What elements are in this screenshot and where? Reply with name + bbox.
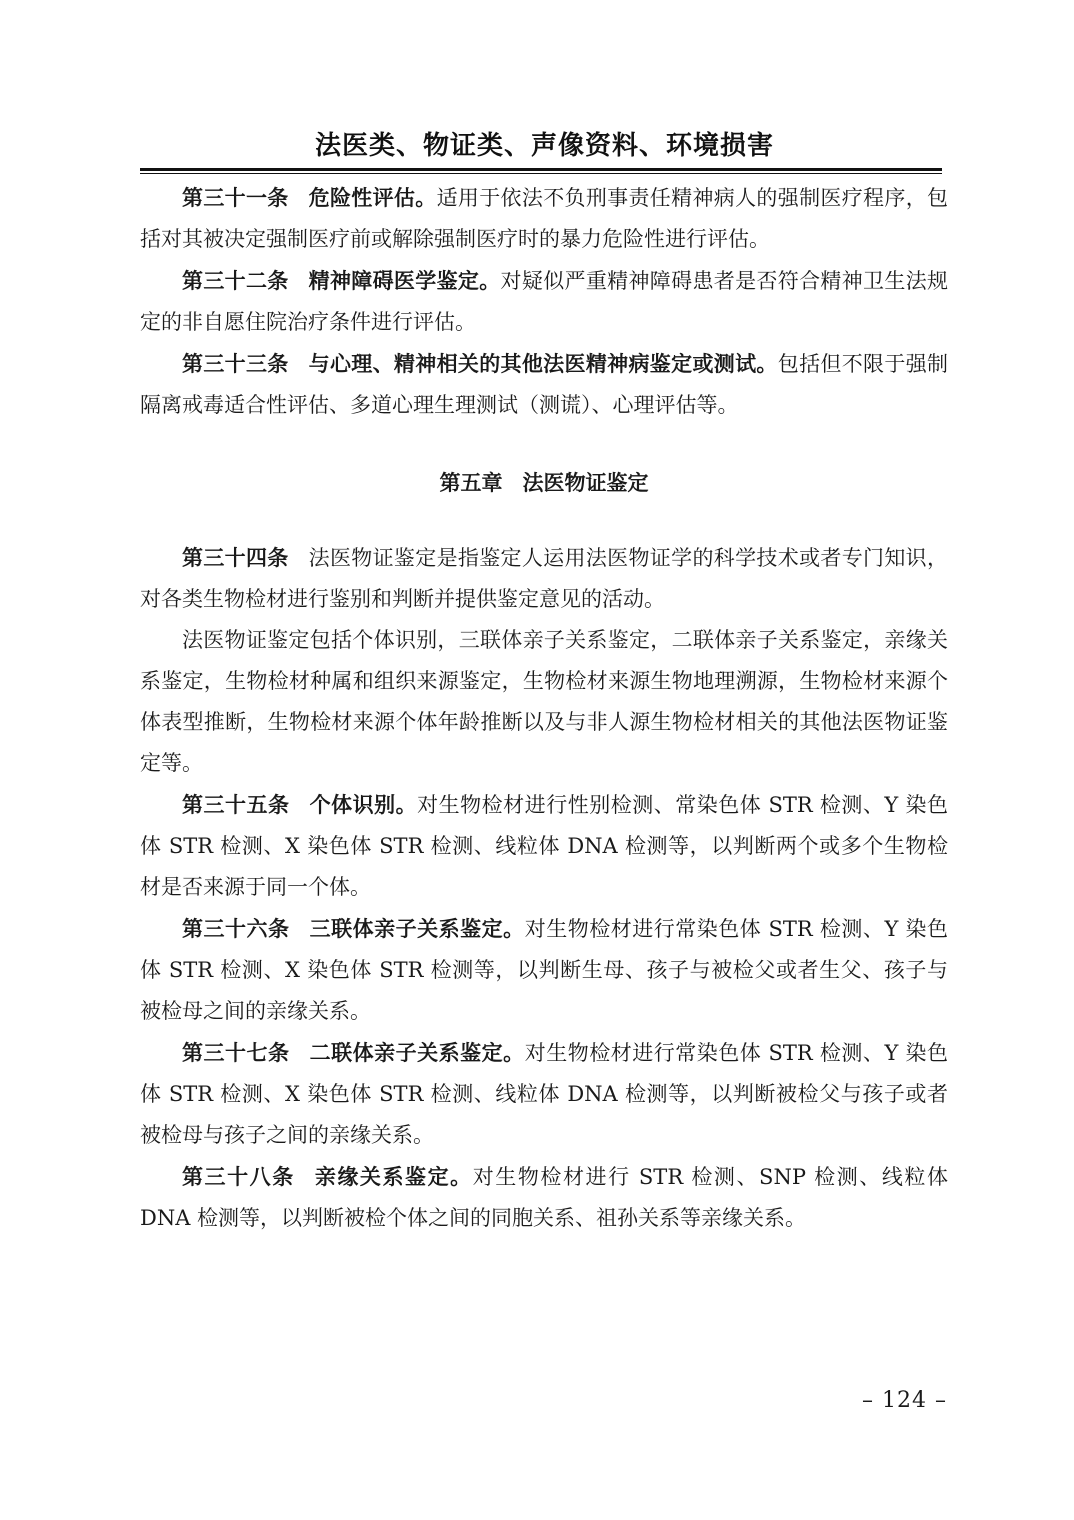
chapter-heading (140, 462, 948, 503)
page-body (140, 177, 948, 1239)
article-heading: 个体识别。 (309, 792, 418, 817)
article-text: 对生物检材进行性别检测、常染色体 STR 检测、Y 染色体 STR 检测、X 染色体 STR 检测、线粒体 DNA 检测等，以判断两个或多个生物检材是否来源于同一个体。 (140, 793, 949, 899)
header-rule (140, 168, 942, 171)
article-37 (140, 1032, 948, 1156)
header-rule-thin (140, 173, 942, 174)
article-text: 法医物证鉴定是指鉴定人运用法医物证学的科学技术或者专门知识，对各类生物检材进行鉴别和判断并提供鉴定意见的活动。 (140, 546, 949, 611)
article-heading: 危险性评估。 (308, 185, 437, 210)
article-heading: 二联体亲子关系鉴定。 (309, 1040, 525, 1065)
article-32 (140, 260, 948, 343)
article-33 (140, 343, 948, 426)
running-header (140, 128, 942, 174)
chapter-title: 法医物证鉴定 (522, 470, 649, 495)
article-number: 第三十八条 (182, 1164, 295, 1189)
article-34 (140, 537, 948, 620)
article-number: 第三十二条 (182, 268, 289, 293)
article-heading: 与心理、精神相关的其他法医精神病鉴定或测试。 (308, 351, 778, 376)
article-36 (140, 908, 948, 1032)
article-heading: 三联体亲子关系鉴定。 (309, 916, 525, 941)
article-text: 包括但不限于强制隔离戒毒适合性评估、多道心理生理测试（测谎）、心理评估等。 (140, 352, 949, 417)
article-text: 适用于依法不负刑事责任精神病人的强制医疗程序，包括对其被决定强制医疗前或解除强制医疗时的暴力危险性进行评估。 (140, 186, 949, 251)
article-38 (140, 1156, 948, 1239)
article-number: 第三十一条 (182, 185, 289, 210)
chapter-number: 第五章 (439, 470, 503, 495)
article-number: 第三十六条 (182, 916, 290, 941)
article-34-paragraph-2 (140, 620, 948, 784)
article-number: 第三十七条 (182, 1040, 290, 1065)
header-title: 法医类、物证类、声像资料、环境损害 (314, 131, 774, 161)
article-number: 第三十三条 (182, 351, 289, 376)
article-text: 法医物证鉴定包括个体识别，三联体亲子关系鉴定，二联体亲子关系鉴定，亲缘关系鉴定，生物检材种属和组织来源鉴定，生物检材来源生物地理溯源，生物检材来源个体表型推断，生物检材来源个体年龄推断以及与非人源生物检材相关的其他法医物证鉴定等。 (140, 628, 948, 775)
article-text: 对生物检材进行 STR 检测、SNP 检测、线粒体 DNA 检测等，以判断被检个体之间的同胞关系、祖孙关系等亲缘关系。 (140, 1165, 948, 1230)
article-text: 对疑似严重精神障碍患者是否符合精神卫生法规定的非自愿住院治疗条件进行评估。 (140, 269, 949, 334)
article-31 (140, 177, 948, 260)
article-number: 第三十四条 (182, 545, 289, 570)
article-text: 对生物检材进行常染色体 STR 检测、Y 染色体 STR 检测、X 染色体 STR 检测、线粒体 DNA 检测等，以判断被检父与孩子或者被检母与孩子之间的亲缘关系。 (140, 1041, 949, 1147)
article-heading: 精神障碍医学鉴定。 (308, 268, 501, 293)
article-number: 第三十五条 (182, 792, 290, 817)
page-number: – 124 – (862, 1388, 947, 1413)
article-text: 对生物检材进行常染色体 STR 检测、Y 染色体 STR 检测、X 染色体 STR 检测等，以判断生母、孩子与被检父或者生父、孩子与被检母之间的亲缘关系。 (140, 917, 949, 1023)
article-heading: 亲缘关系鉴定。 (314, 1164, 473, 1189)
article-35 (140, 784, 948, 908)
